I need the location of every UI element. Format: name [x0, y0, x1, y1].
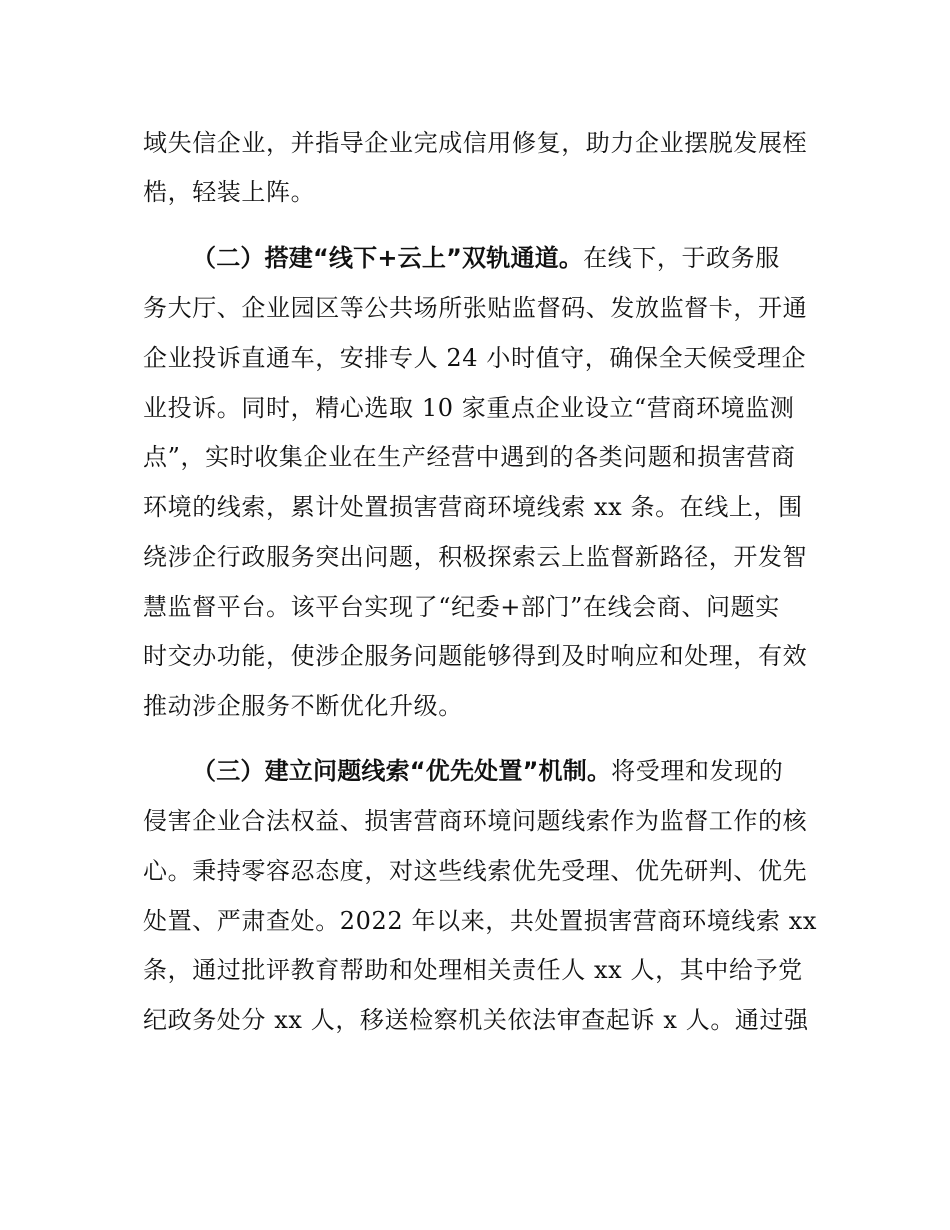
- section-heading-line: [192, 241, 823, 275]
- paragraph-line: 域失信企业，并指导企业完成信用修复，助力企业摆脱发展桎: [143, 129, 808, 157]
- section-heading: （三）建立问题线索“优先处置”机制。: [192, 757, 612, 785]
- paragraph-line: 推动涉企服务不断优化升级。: [143, 692, 463, 720]
- paragraph-line: 慧监督平台。该平台实现了“纪委+部门”在线会商、问题实: [143, 593, 780, 621]
- paragraph-line: 梏，轻装上阵。: [143, 178, 316, 206]
- paragraph-line: 纪政务处分 xx 人，移送检察机关依法审查起诉 x 人。通过强: [143, 1006, 809, 1034]
- paragraph-line: 点”，实时收集企业在生产经营中遇到的各类问题和损害营商: [143, 443, 796, 471]
- paragraph-line: 环境的线索，累计处置损害营商环境线索 xx 条。在线上，围: [143, 493, 803, 521]
- paragraph-text: 在线下，于政务服: [583, 244, 780, 272]
- section-heading-line: [192, 754, 823, 788]
- section-heading: （二）搭建“线下+云上”双轨通道。: [192, 244, 584, 272]
- paragraph-line: 侵害企业合法权益、损害营商环境问题线索作为监督工作的核: [143, 807, 808, 835]
- paragraph-line: 条，通过批评教育帮助和处理相关责任人 xx 人，其中给予党: [143, 956, 803, 984]
- paragraph-line: 处置、严肃查处。2022 年以来，共处置损害营商环境线索 xx: [143, 907, 818, 935]
- paragraph-line: 企业投诉直通车，安排专人 24 小时值守，确保全天候受理企: [143, 344, 807, 372]
- paragraph-line: 业投诉。同时，精心选取 10 家重点企业设立“营商环境监测: [143, 394, 795, 422]
- paragraph-line: 务大厅、企业园区等公共场所张贴监督码、发放监督卡，开通: [143, 294, 808, 322]
- paragraph-line: 心。秉持零容忍态度，对这些线索优先受理、优先研判、优先: [143, 857, 808, 885]
- paragraph-text: 将受理和发现的: [611, 757, 784, 785]
- paragraph-line: 绕涉企行政服务突出问题，积极探索云上监督新路径，开发智: [143, 543, 808, 571]
- paragraph-line: 时交办功能，使涉企服务问题能够得到及时响应和处理，有效: [143, 642, 808, 670]
